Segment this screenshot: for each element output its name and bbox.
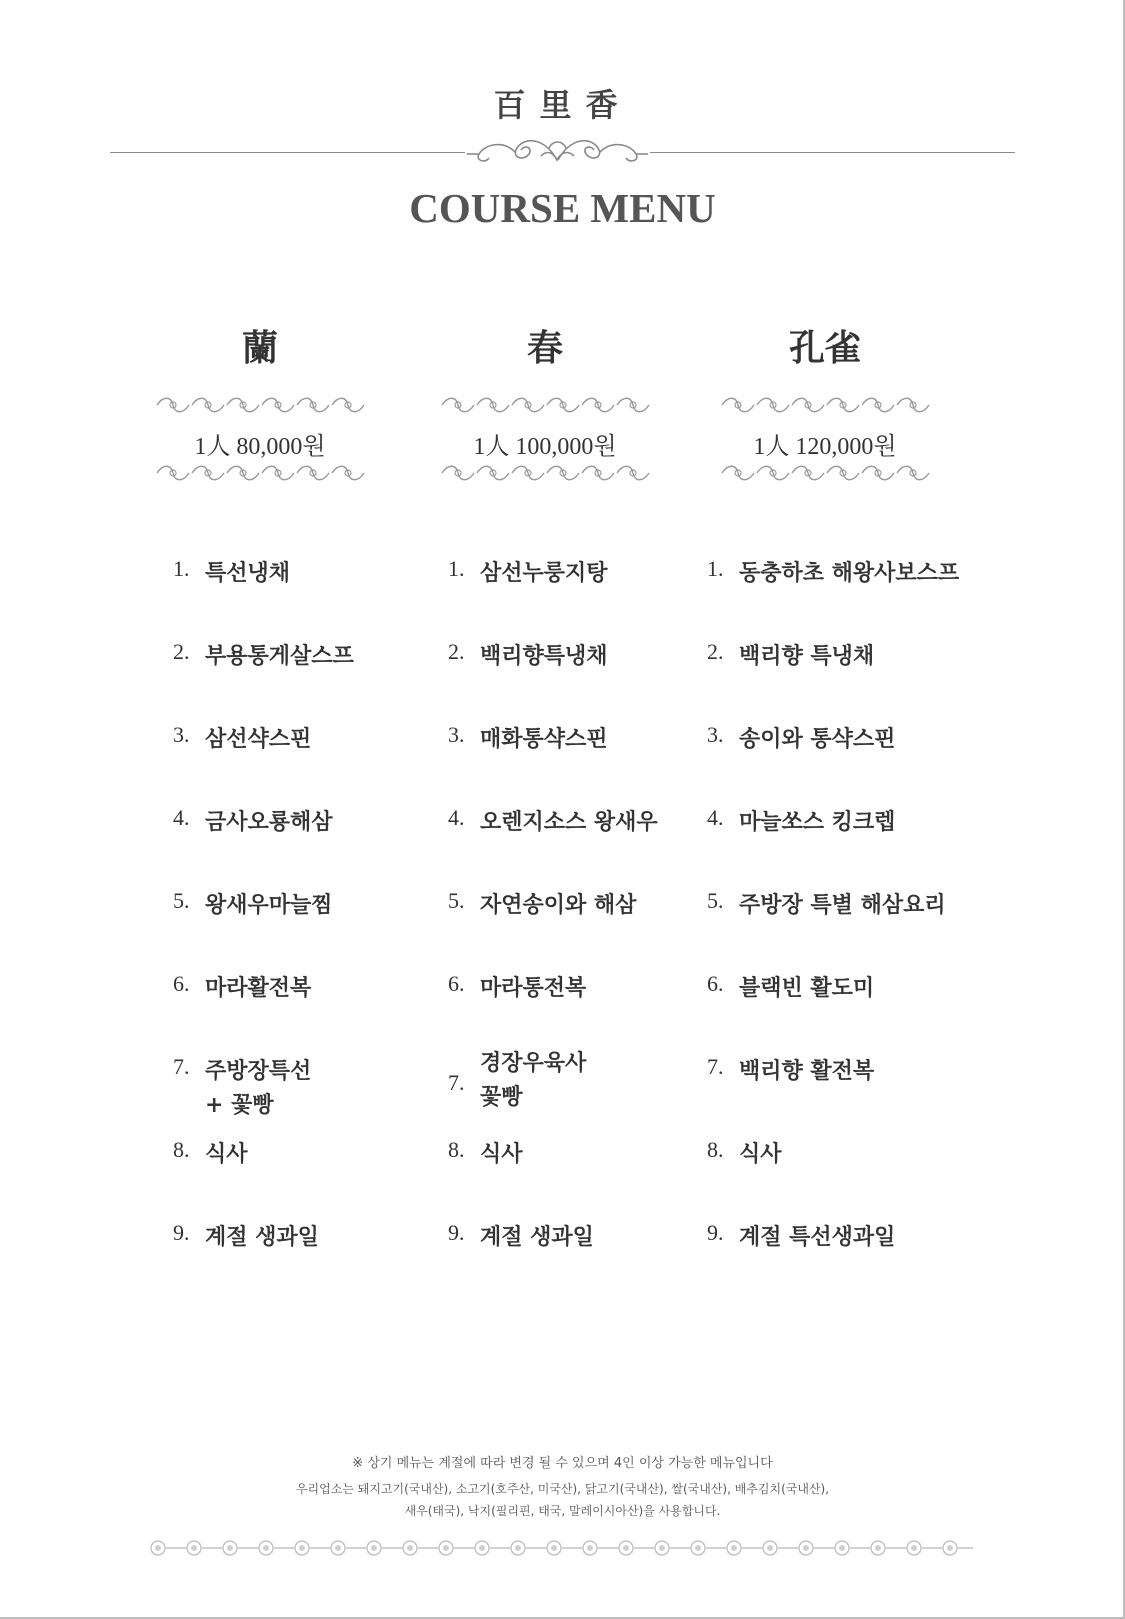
item-name: 식사 [739, 1141, 782, 1167]
filigree-divider-icon [440, 462, 650, 484]
item-name: 송이와 통샥스핀 [739, 726, 896, 752]
course-header-chun [410, 320, 680, 484]
item-name: 계절 생과일 [480, 1224, 594, 1250]
item-name-extra: 꽃빵 [480, 1084, 523, 1110]
course-name: 孔雀 [788, 327, 861, 369]
item-number: 2. [173, 639, 190, 664]
scroll-flourish-icon [465, 130, 650, 170]
item-number: 3. [707, 722, 724, 747]
menu-item [173, 1129, 453, 1212]
item-name: 계절 특선생과일 [739, 1224, 896, 1250]
item-number: 8. [173, 1137, 190, 1162]
item-name-extra: + 꽃빵 [205, 1092, 274, 1118]
course-items-chun [448, 548, 728, 1295]
menu-item [173, 1046, 453, 1129]
menu-item [448, 1046, 728, 1129]
item-number: 4. [448, 805, 465, 830]
item-number: 5. [707, 888, 724, 913]
course-price: 1人 80,000원 [194, 434, 326, 460]
item-name: 식사 [205, 1141, 248, 1167]
item-number: 1. [448, 556, 465, 581]
menu-item [173, 963, 453, 1046]
filigree-divider-icon [720, 462, 930, 484]
item-number: 1. [173, 556, 190, 581]
item-number: 2. [707, 639, 724, 664]
item-name: 계절 생과일 [205, 1224, 319, 1250]
brand-name: 百里香 [493, 86, 632, 124]
item-number: 9. [173, 1220, 190, 1245]
menu-item [448, 714, 728, 797]
menu-item [448, 548, 728, 631]
menu-item [707, 1046, 987, 1129]
course-header-gongjak [690, 320, 960, 484]
header-rule-left [110, 152, 465, 153]
filigree-divider-icon [440, 394, 650, 416]
menu-item [173, 548, 453, 631]
menu-item [173, 714, 453, 797]
item-number: 8. [707, 1137, 724, 1162]
menu-item [173, 797, 453, 880]
filigree-divider-icon [155, 462, 365, 484]
item-number: 7. [448, 1070, 465, 1095]
item-name: 주방장특선 [205, 1058, 312, 1084]
item-name: 자연송이와 해삼 [480, 892, 637, 918]
item-number: 8. [448, 1137, 465, 1162]
item-name: 주방장 특별 해삼요리 [739, 892, 946, 918]
item-number: 5. [173, 888, 190, 913]
item-name: 마늘쏘스 킹크렙 [739, 809, 896, 835]
course-items-gongjak [707, 548, 987, 1295]
item-number: 3. [173, 722, 190, 747]
item-name: 블랙빈 활도미 [739, 975, 875, 1001]
menu-item [707, 631, 987, 714]
course-items-ran [173, 548, 453, 1295]
item-number: 9. [707, 1220, 724, 1245]
item-number: 4. [173, 805, 190, 830]
medallion-border-icon [148, 1538, 973, 1558]
item-number: 2. [448, 639, 465, 664]
menu-item [707, 797, 987, 880]
item-name: 삼선누룽지탕 [480, 560, 608, 586]
item-number: 7. [173, 1054, 190, 1079]
item-name: 부용통게살스프 [205, 643, 354, 669]
item-name: 금사오룡해삼 [205, 809, 333, 835]
item-number: 3. [448, 722, 465, 747]
item-name: 백리향 특냉채 [739, 643, 875, 669]
item-name: 백리향특냉채 [480, 643, 608, 669]
course-header-ran [125, 320, 395, 484]
menu-item [173, 880, 453, 963]
menu-item [707, 963, 987, 1046]
item-number: 6. [448, 971, 465, 996]
header-rule-right [650, 152, 1015, 153]
menu-notice: ※ 상기 메뉴는 계절에 따라 변경 될 수 있으며 4인 이상 가능한 메뉴입니다 [352, 1456, 773, 1471]
menu-item [448, 1212, 728, 1295]
item-name: 백리향 활전복 [739, 1058, 875, 1084]
item-name: 식사 [480, 1141, 523, 1167]
item-number: 1. [707, 556, 724, 581]
menu-item [448, 963, 728, 1046]
item-name: 마라통전복 [480, 975, 587, 1001]
item-name: 동충하초 해왕사보스프 [739, 560, 960, 586]
item-name: 경장우육사 [480, 1050, 587, 1076]
course-price: 1人 100,000원 [473, 434, 617, 460]
item-number: 6. [173, 971, 190, 996]
item-number: 6. [707, 971, 724, 996]
menu-item [173, 631, 453, 714]
filigree-divider-icon [155, 394, 365, 416]
course-name: 春 [526, 327, 563, 369]
menu-item [707, 880, 987, 963]
origin-info-line2: 새우(태국), 낙지(필리핀, 태국, 말레이시아산)을 사용합니다. [404, 1504, 721, 1518]
item-number: 5. [448, 888, 465, 913]
menu-item [707, 714, 987, 797]
item-name: 삼선샥스핀 [205, 726, 312, 752]
menu-item [448, 880, 728, 963]
menu-item [707, 1212, 987, 1295]
course-name: 蘭 [241, 327, 278, 369]
origin-info-line1: 우리업소는 돼지고기(국내산), 소고기(호주산, 미국산), 닭고기(국내산), 쌀(국내산), 배추김치(국내산), [295, 1482, 830, 1496]
menu-item [707, 548, 987, 631]
item-name: 오렌지소스 왕새우 [480, 809, 658, 835]
page-title: COURSE MENU [409, 185, 716, 231]
menu-item [707, 1129, 987, 1212]
menu-item [173, 1212, 453, 1295]
menu-item [448, 631, 728, 714]
item-number: 9. [448, 1220, 465, 1245]
item-number: 4. [707, 805, 724, 830]
menu-item [448, 1129, 728, 1212]
filigree-divider-icon [720, 394, 930, 416]
item-name: 특선냉채 [205, 560, 291, 586]
item-name: 왕새우마늘찜 [205, 892, 333, 918]
course-price: 1人 120,000원 [753, 434, 897, 460]
menu-item [448, 797, 728, 880]
item-name: 마라활전복 [205, 975, 312, 1001]
item-name: 매화통샥스핀 [480, 726, 608, 752]
item-number: 7. [707, 1054, 724, 1079]
